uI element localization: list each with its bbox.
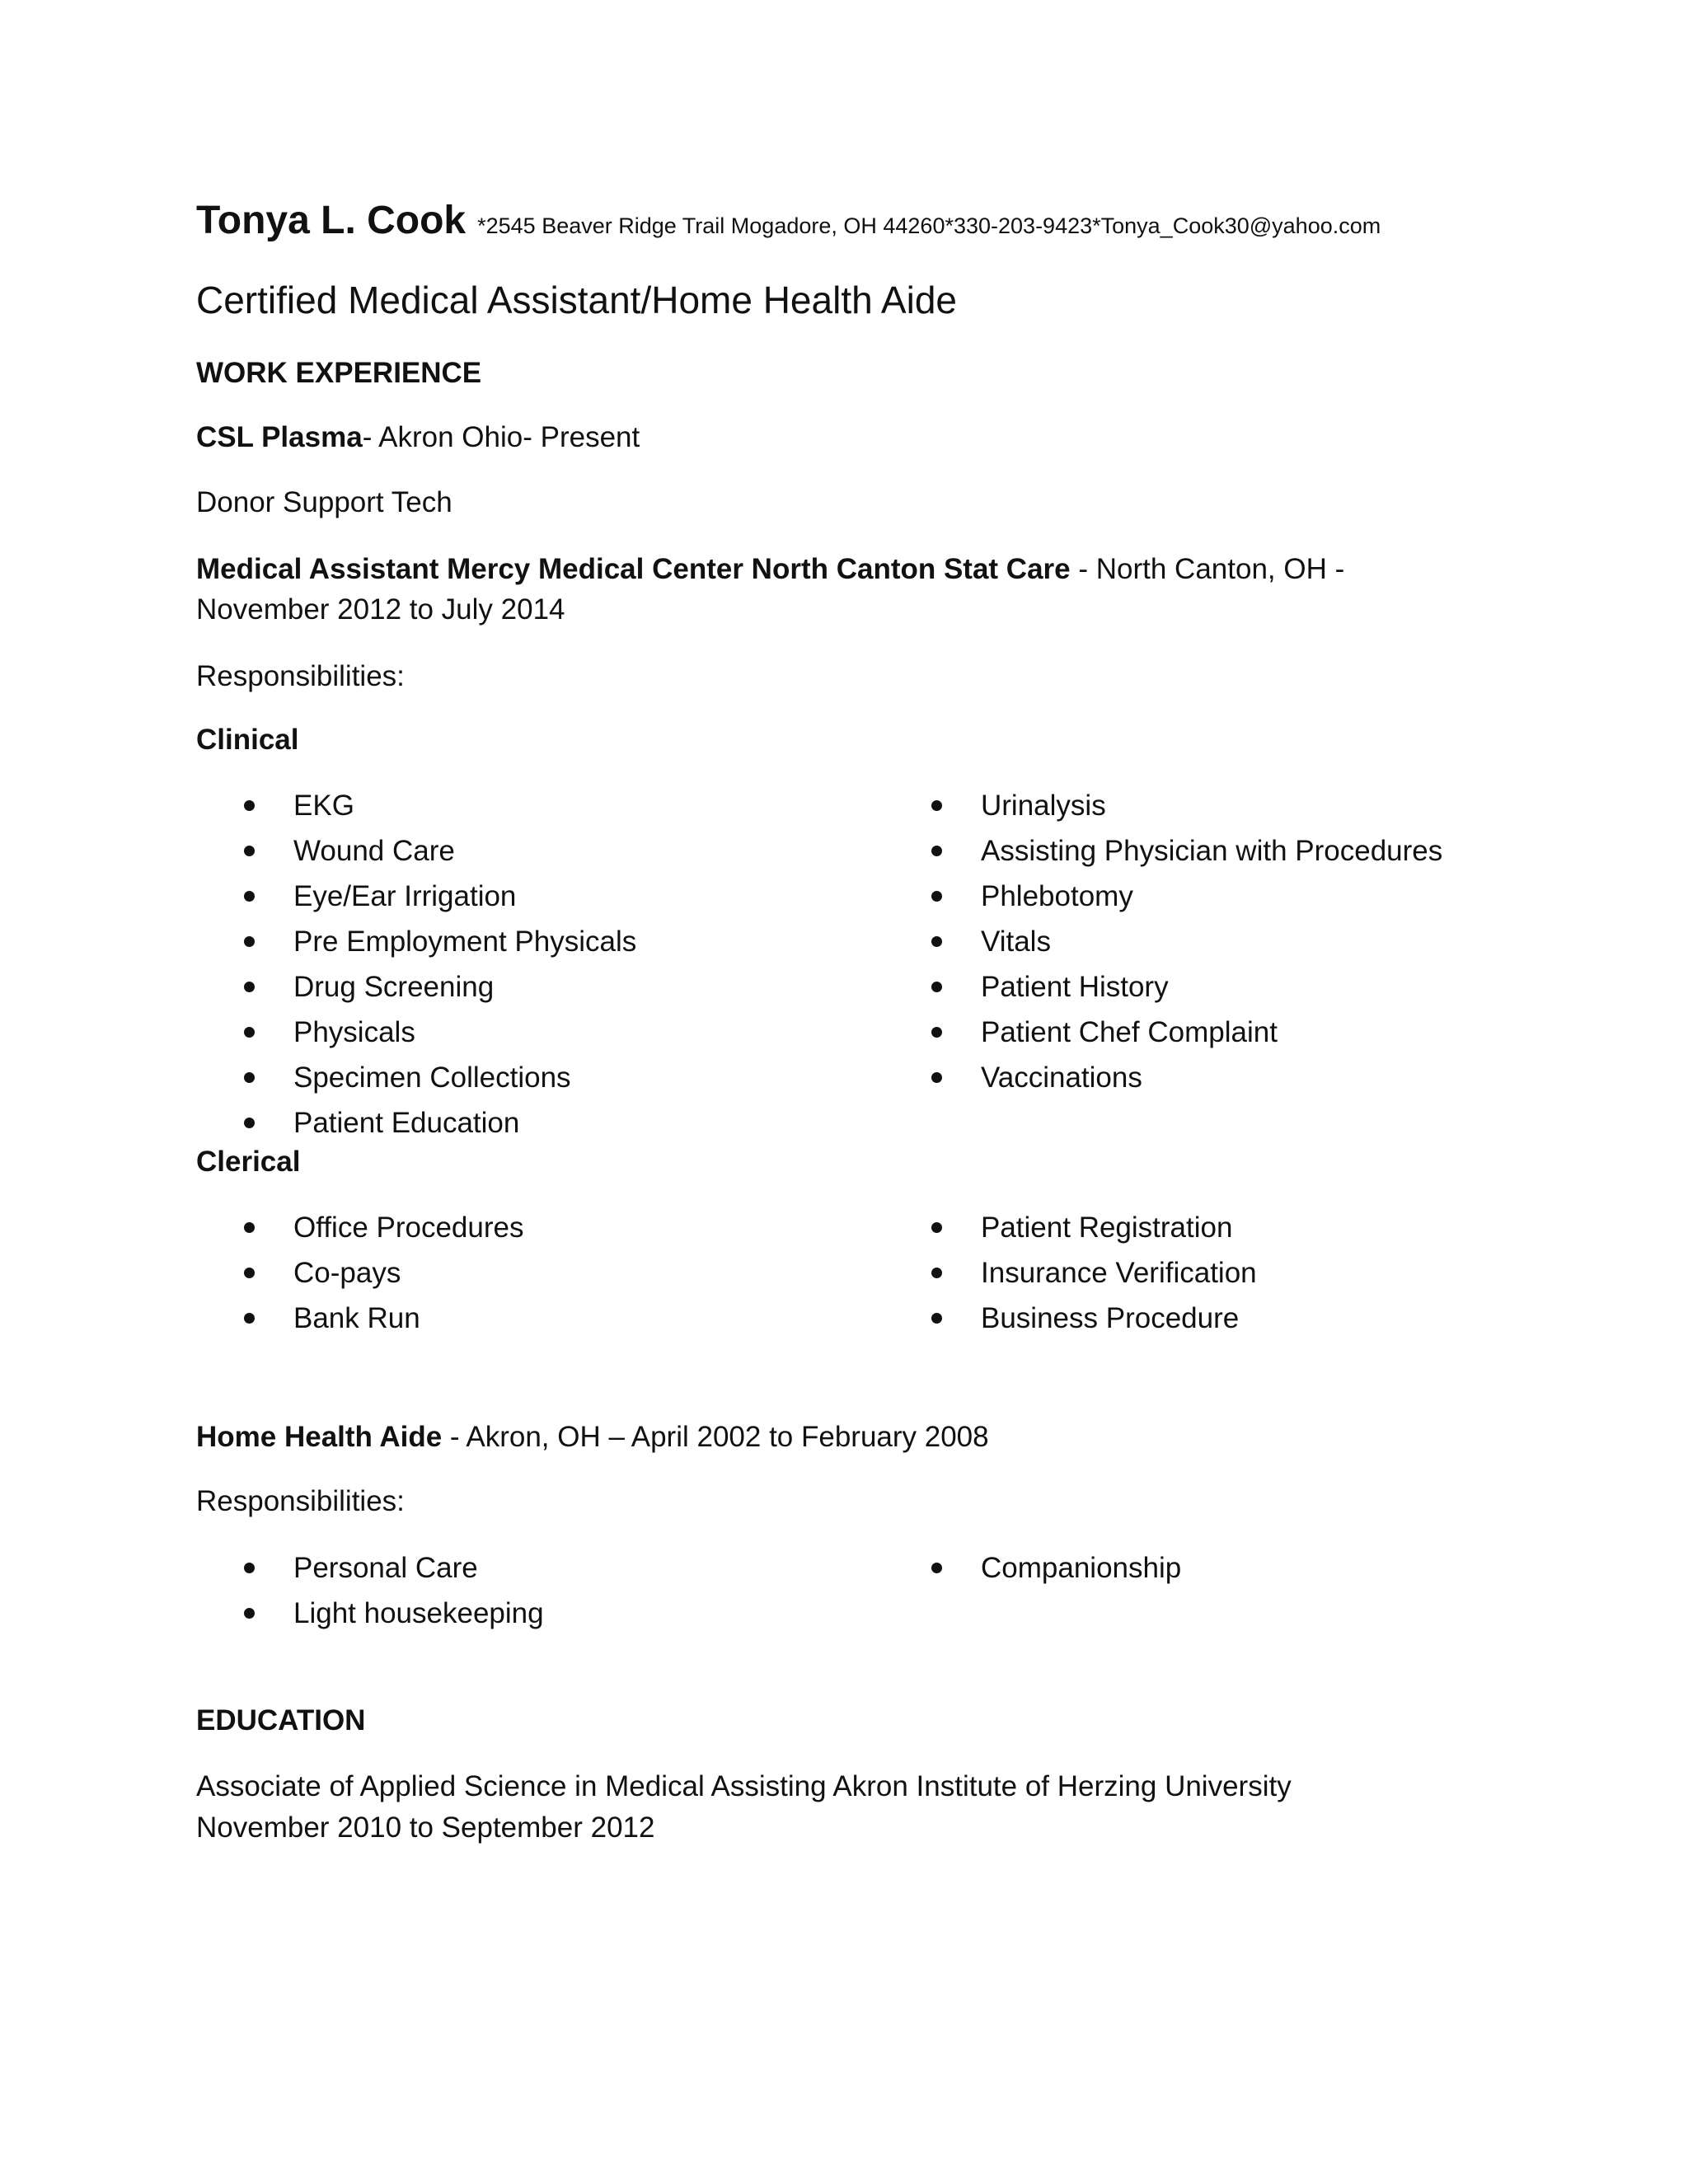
bullet-icon [244, 1608, 255, 1619]
job3-title: Home Health Aide [196, 1421, 443, 1453]
list-item: Light housekeeping [196, 1596, 544, 1642]
list-item: Patient Registration [884, 1211, 1257, 1256]
list-item: Personal Care [196, 1551, 544, 1596]
job1-line [196, 420, 640, 455]
list-item: Specimen Collections [196, 1061, 636, 1106]
job2-line [196, 552, 1344, 587]
list-item: EKG [196, 789, 636, 834]
bullet-icon [931, 846, 942, 856]
job3-details: - Akron, OH – April 2002 to February 2008 [442, 1421, 989, 1453]
clinical-list-left [196, 789, 636, 1151]
bullet-icon [244, 1268, 255, 1278]
list-item: Wound Care [196, 834, 636, 879]
list-item: Insurance Verification [884, 1256, 1257, 1301]
bullet-icon [244, 1118, 255, 1128]
bullet-icon [931, 1222, 942, 1233]
bullet-icon [244, 982, 255, 992]
job3-list-left [196, 1551, 544, 1642]
list-item: Eye/Ear Irrigation [196, 879, 636, 925]
bullet-icon [931, 1027, 942, 1038]
list-item: Physicals [196, 1015, 636, 1061]
list-item: Co-pays [196, 1256, 524, 1301]
job1-location: - Akron Ohio- Present [362, 421, 640, 453]
job2-title-employer: Medical Assistant Mercy Medical Center North Canton Stat Care [196, 553, 1071, 585]
job3-list-right [884, 1551, 1181, 1596]
bullet-icon [244, 1313, 255, 1324]
bullet-icon [931, 800, 942, 811]
list-item: Drug Screening [196, 970, 636, 1015]
list-item: Business Procedure [884, 1301, 1257, 1347]
job2-dates: November 2012 to July 2014 [196, 593, 565, 626]
education-dates: November 2010 to September 2012 [196, 1811, 655, 1844]
list-item: Vaccinations [884, 1061, 1442, 1106]
job1-employer: CSL Plasma [196, 421, 363, 453]
list-item: Patient Chef Complaint [884, 1015, 1442, 1061]
education-degree: Associate of Applied Science in Medical Assisting Akron Institute of Herzing University [196, 1770, 1292, 1802]
clinical-heading: Clinical [196, 724, 299, 756]
job2-responsibilities-label: Responsibilities: [196, 660, 405, 692]
job3-line [196, 1420, 989, 1455]
bullet-icon [931, 1072, 942, 1083]
job2-location: - North Canton, OH - [1070, 553, 1345, 585]
header-line [196, 198, 1381, 244]
bullet-icon [931, 1268, 942, 1278]
list-item: Phlebotomy [884, 879, 1442, 925]
bullet-icon [931, 1563, 942, 1573]
list-item: Companionship [884, 1551, 1181, 1596]
contact-info: *2545 Beaver Ridge Trail Mogadore, OH 44260*330-203-9423*Tonya_Cook30@yahoo.com [477, 213, 1381, 238]
bullet-icon [244, 1222, 255, 1233]
list-item: Vitals [884, 925, 1442, 970]
bullet-icon [244, 1027, 255, 1038]
clerical-list-right [884, 1211, 1257, 1347]
list-item: Pre Employment Physicals [196, 925, 636, 970]
list-item: Patient Education [196, 1106, 636, 1151]
bullet-icon [244, 1563, 255, 1573]
work-experience-heading: WORK EXPERIENCE [196, 357, 482, 389]
bullet-icon [244, 891, 255, 902]
bullet-icon [244, 936, 255, 947]
list-item: Patient History [884, 970, 1442, 1015]
list-item: Bank Run [196, 1301, 524, 1347]
bullet-icon [244, 1072, 255, 1083]
clerical-heading: Clerical [196, 1146, 301, 1178]
headline: Certified Medical Assistant/Home Health Aide [196, 279, 957, 321]
bullet-icon [931, 891, 942, 902]
clerical-list-left [196, 1211, 524, 1347]
list-item: Urinalysis [884, 789, 1442, 834]
list-item: Assisting Physician with Procedures [884, 834, 1442, 879]
bullet-icon [931, 936, 942, 947]
job3-responsibilities-label: Responsibilities: [196, 1485, 405, 1517]
education-heading: EDUCATION [196, 1704, 366, 1736]
bullet-icon [931, 1313, 942, 1324]
bullet-icon [244, 846, 255, 856]
bullet-icon [244, 800, 255, 811]
candidate-name: Tonya L. Cook [196, 199, 467, 242]
bullet-icon [931, 982, 942, 992]
job1-title: Donor Support Tech [196, 486, 452, 518]
list-item: Office Procedures [196, 1211, 524, 1256]
clinical-list-right [884, 789, 1442, 1106]
